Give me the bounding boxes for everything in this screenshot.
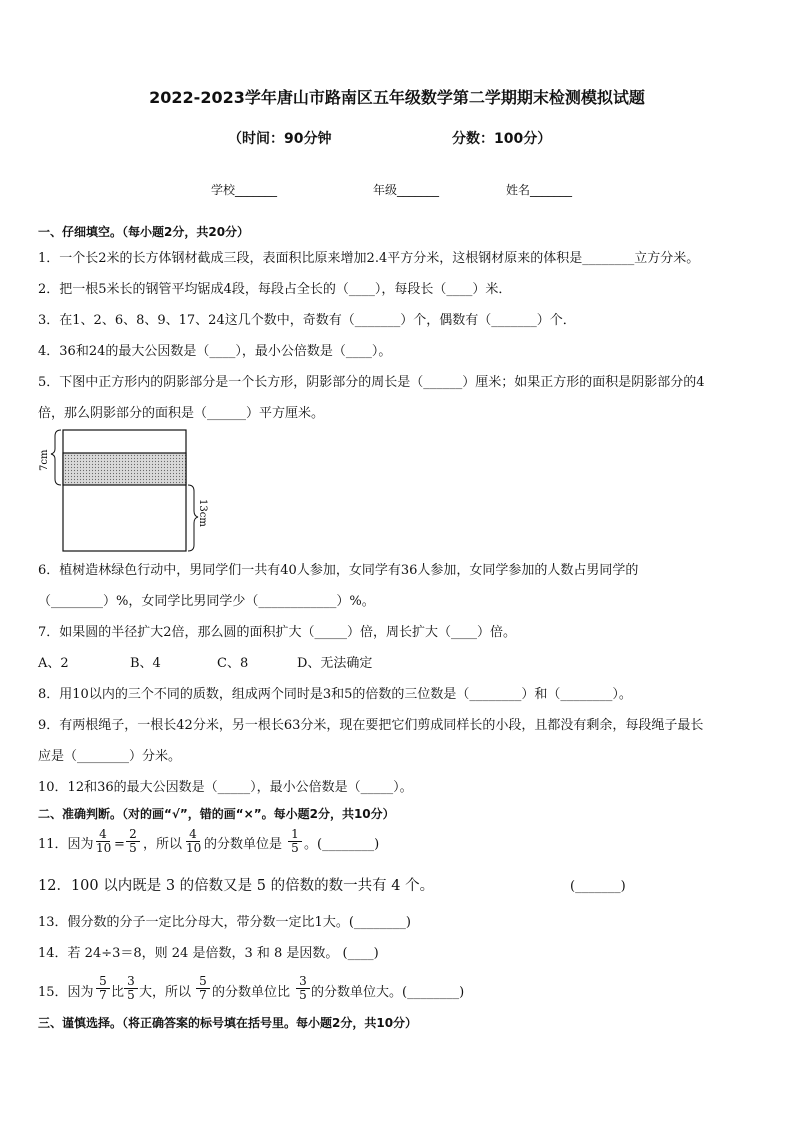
option-a: A、2 xyxy=(38,656,69,671)
question-1: 1．一个长2米的长方体钢材截成三段，表面积比原来增加2.4平方分米，这根钢材原来的体积是________立方分米。 xyxy=(38,251,700,266)
question-14: 14．若 24÷3＝8，则 24 是倍数，3 和 8 是因数。 (____) xyxy=(38,946,379,961)
page-title: 2022-2023学年唐山市路南区五年级数学第二学期期末检测模拟试题 xyxy=(149,88,645,107)
shaded-rectangle xyxy=(63,453,186,485)
option-d: D、无法确定 xyxy=(297,656,373,671)
name-field[interactable]: 姓名_______ xyxy=(506,183,573,197)
question-5-line-2: 倍，那么阴影部分的面积是（______）平方厘米。 xyxy=(38,406,325,421)
question-5-line-1: 5．下图中正方形内的阴影部分是一个长方形，阴影部分的周长是（______）厘米；如果正方形的面积是阴影部分的4 xyxy=(38,375,705,390)
fraction-5-7-second: $\frac{5}{7}$ xyxy=(196,975,210,1002)
equals-sign: = xyxy=(114,837,125,852)
question-12-blank: (_______) xyxy=(570,879,626,894)
fraction-3-5-second: $\frac{3}{5}$ xyxy=(296,975,310,1002)
question-7: 7．如果圆的半径扩大2倍，那么圆的面积扩大（_____）倍，周长扩大（____）倍。 xyxy=(38,625,517,640)
question-9-line-1: 9．有两根绳子，一根长42分米，另一根长63分米，现在要把它们剪成同样长的小段，且都没有剩余，每段绳子最长 xyxy=(38,718,704,733)
question-3: 3．在1、2、6、8、9、17、24这几个数中，奇数有（_______）个，偶数有（_______）个． xyxy=(38,313,576,328)
section-3-heading: 三、谨慎选择。（将正确答案的标号填在括号里。每小题2分，共10分） xyxy=(38,1016,418,1030)
question-15-part-d: 的分数单位比 xyxy=(212,985,291,1000)
outer-square xyxy=(63,430,186,551)
option-b: B、4 xyxy=(130,656,161,671)
exam-time: （时间：90分钟 xyxy=(228,131,332,147)
question-8: 8．用10以内的三个不同的质数，组成两个同时是3和5的倍数的三位数是（________）和（________）。 xyxy=(38,687,632,702)
brace-7cm xyxy=(51,430,61,485)
square-figure xyxy=(34,427,214,557)
question-13: 13．假分数的分子一定比分母大，带分数一定比1大。(________) xyxy=(38,915,411,930)
question-4: 4．36和24的最大公因数是（____），最小公倍数是（____）。 xyxy=(38,344,392,359)
fraction-3-5: $\frac{3}{5}$ xyxy=(124,975,138,1002)
question-2: 2．把一根5米长的钢管平均锯成4段，每段占全长的（____），每段长（____）米． xyxy=(38,282,512,297)
section-1-heading: 一、仔细填空。（每小题2分，共20分） xyxy=(38,225,250,239)
question-11-part-a: 11．因为 xyxy=(38,837,94,852)
fraction-2-5: $\frac{2}{5}$ xyxy=(126,828,140,855)
label-7cm: 7cm xyxy=(39,449,50,471)
question-15-part-a: 15．因为 xyxy=(38,985,94,1000)
fraction-1-5: $\frac{1}{5}$ xyxy=(288,828,302,855)
question-15-part-c: 大，所以 xyxy=(139,985,192,1000)
question-11-part-b: ，所以 xyxy=(143,837,183,852)
option-c: C、8 xyxy=(217,656,249,671)
question-9-line-2: 应是（________）分米。 xyxy=(38,749,182,764)
question-6-line-1: 6．植树造林绿色行动中，男同学们一共有40人参加，女同学有36人参加，女同学参加的人数占男同学的 xyxy=(38,563,639,578)
fraction-5-7: $\frac{5}{7}$ xyxy=(96,975,110,1002)
question-12: 12．100 以内既是 3 的倍数又是 5 的倍数的数一共有 4 个。 xyxy=(38,878,435,894)
question-15-part-b: 比 xyxy=(111,985,125,1000)
school-field[interactable]: 学校_______ xyxy=(211,183,278,197)
label-13cm: 13cm xyxy=(197,499,208,527)
grade-field[interactable]: 年级_______ xyxy=(373,183,440,197)
exam-score: 分数：100分） xyxy=(452,131,552,147)
fraction-4-10-second: $\frac{4}{10}$ xyxy=(186,827,202,855)
question-10: 10．12和36的最大公因数是（_____），最小公倍数是（_____）。 xyxy=(38,780,413,795)
fraction-4-10: $\frac{4}{10}$ xyxy=(96,827,112,855)
brace-13cm xyxy=(188,485,198,551)
question-15-part-e: 的分数单位大。(________) xyxy=(311,985,465,1000)
question-6-line-2: （________）%，女同学比男同学少（____________）%。 xyxy=(38,594,375,609)
section-2-heading: 二、准确判断。（对的画“√”，错的画“×”。每小题2分，共10分） xyxy=(38,807,395,821)
question-11-part-c: 的分数单位是 xyxy=(204,837,283,852)
question-11-part-d: 。(________) xyxy=(304,837,380,852)
